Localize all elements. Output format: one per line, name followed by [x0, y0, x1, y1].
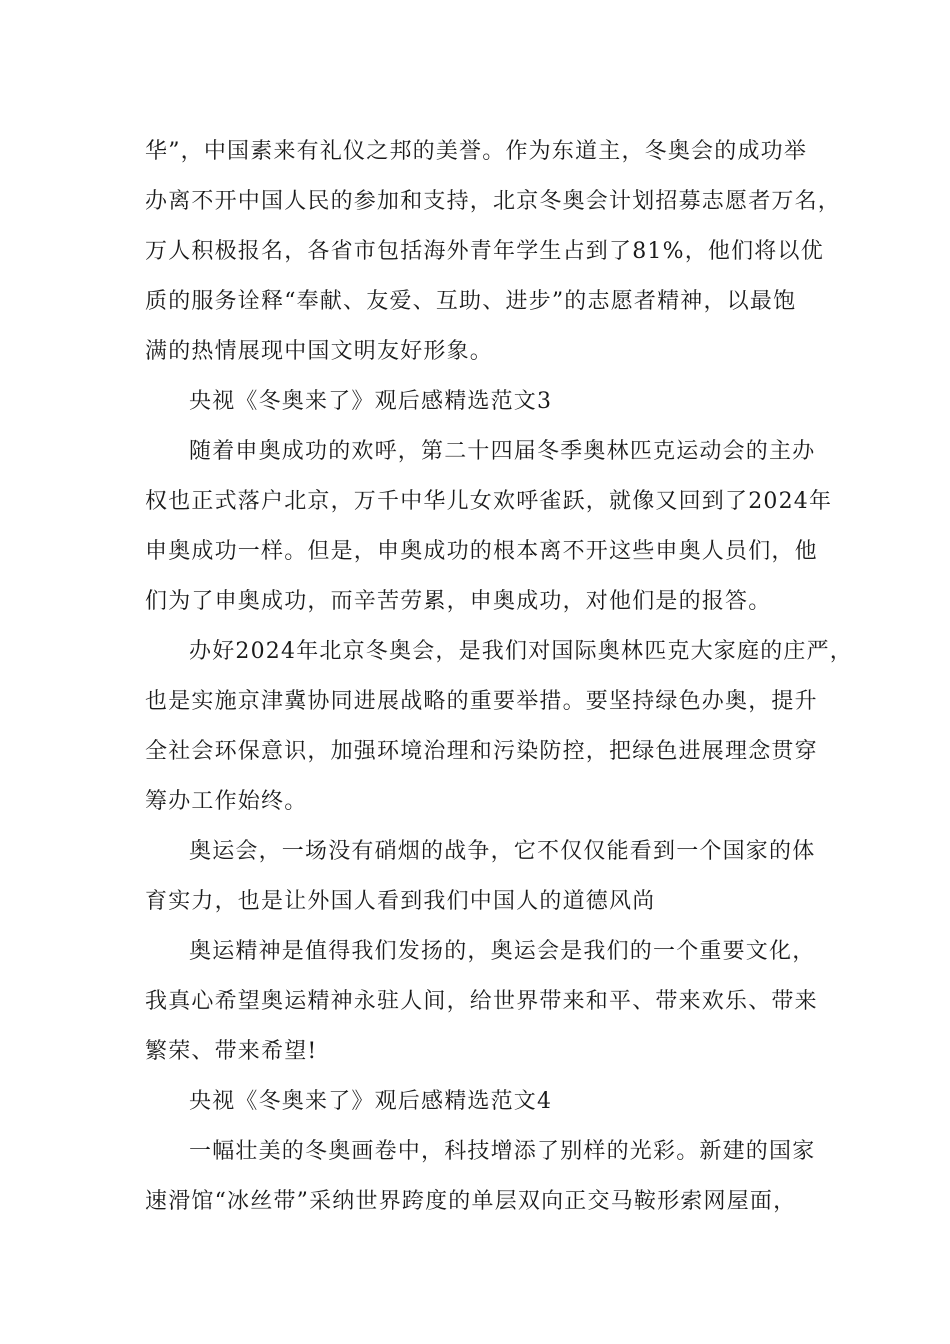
text-line: 筹办工作始终。 [145, 789, 308, 814]
text-line: 随着申奥成功的欢呼，第二十四届冬季奥林匹克运动会的主办 [189, 439, 816, 464]
text-line: 速滑馆“冰丝带”采纳世界跨度的单层双向正交马鞍形索网屋面， [145, 1189, 797, 1214]
text-line: 奥运会，一场没有硝烟的战争，它不仅仅能看到一个国家的体 [189, 839, 816, 864]
text-line: 全社会环保意识，加强环境治理和污染防控，把绿色进展理念贯穿 [145, 739, 818, 764]
text-line: 们为了申奥成功，而辛苦劳累，申奥成功，对他们是的报答。 [145, 589, 772, 614]
text-line: 一幅壮美的冬奥画卷中，科技增添了别样的光彩。新建的国家 [189, 1139, 816, 1164]
text-line: 申奥成功一样。但是，申奥成功的根本离不开这些申奥人员们，他 [145, 539, 818, 564]
text-line: 满的热情展现中国文明友好形象。 [145, 339, 494, 364]
text-line: 质的服务诠释“奉献、友爱、互助、进步”的志愿者精神，以最饱 [145, 289, 797, 314]
text-line: 繁荣、带来希望! [145, 1039, 318, 1064]
text-line: 育实力，也是让外国人看到我们中国人的道德风尚 [145, 889, 656, 914]
text-line: 权也正式落户北京，万千中华儿女欢呼雀跃，就像又回到了2024年 [145, 489, 833, 514]
section-heading: 央视《冬奥来了》观后感精选范文4 [189, 1089, 553, 1114]
text-line: 办离不开中国人民的参加和支持，北京冬奥会计划招募志愿者万名， [145, 189, 842, 214]
text-line: 万人积极报名，各省市包括海外青年学生占到了81%，他们将以优 [145, 239, 824, 264]
text-line: 我真心希望奥运精神永驻人间，给世界带来和平、带来欢乐、带来 [145, 989, 818, 1014]
text-line: 奥运精神是值得我们发扬的，奥运会是我们的一个重要文化， [189, 939, 816, 964]
section-heading: 央视《冬奥来了》观后感精选范文3 [189, 389, 553, 414]
text-line: 也是实施京津冀协同进展战略的重要举措。要坚持绿色办奥，提升 [145, 689, 818, 714]
text-line: 办好2024年北京冬奥会，是我们对国际奥林匹克大家庭的庄严， [189, 639, 853, 664]
text-line: 华”，中国素来有礼仪之邦的美誉。作为东道主，冬奥会的成功举 [145, 139, 808, 164]
